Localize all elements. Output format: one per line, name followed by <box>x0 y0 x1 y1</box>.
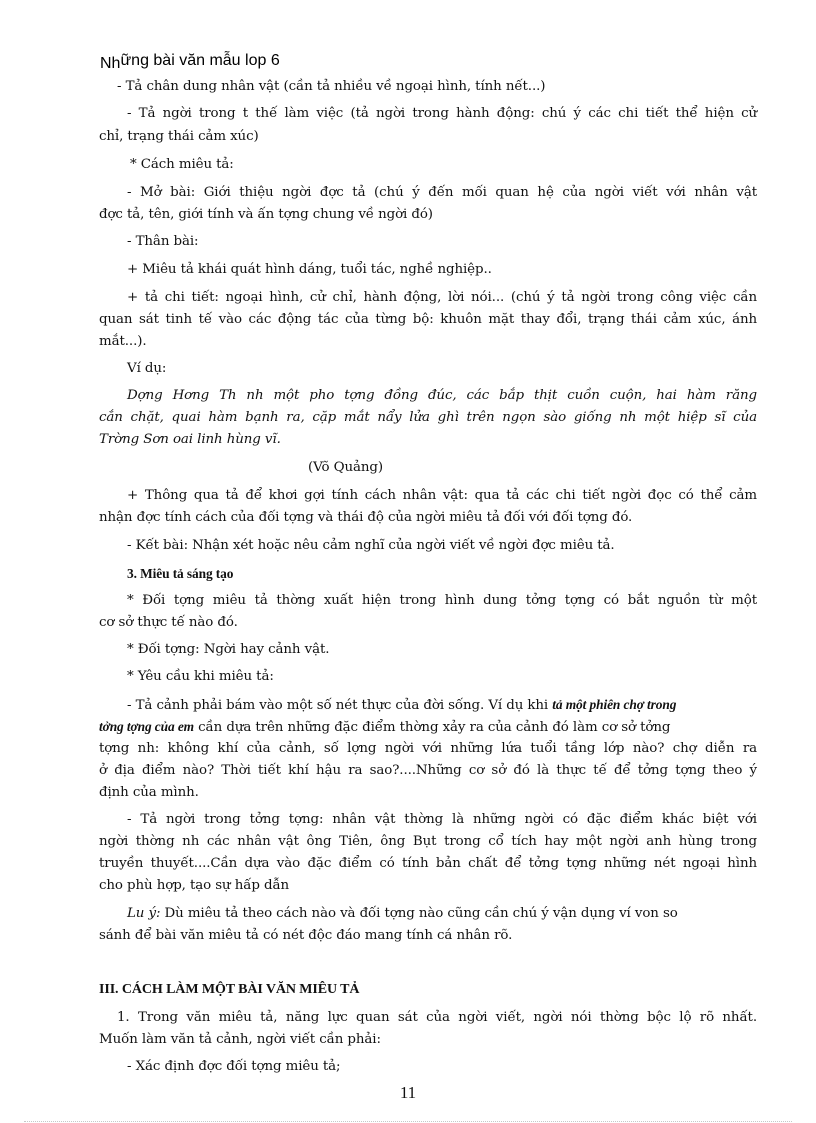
text-line: chỉ, trạng thái cảm xúc) <box>99 129 259 144</box>
example-quote-line: Trờng Sơn oai linh hùng vĩ. <box>99 432 281 447</box>
text-segment: Dù miêu tả theo cách nào và đối tợng nào cũng cần chú ý vận dụng ví von so <box>160 906 678 921</box>
text-line: + tả chi tiết: ngoại hình, cử chỉ, hành động, lời nói... (chú ý tả ngời trong công việc cần <box>127 290 757 305</box>
text-line: nhận đợc tính cách của đối tợng và thái độ của ngời miêu tả đối với đối tợng đó. <box>99 510 633 525</box>
text-line: + Thông qua tả để khơi gợi tính cách nhân vật: qua tả các chi tiết ngời đọc có thể cảm <box>127 488 757 503</box>
text-segment: cần dựa trên những đặc điểm thờng xảy ra của cảnh đó làm cơ sở tởng <box>194 720 671 735</box>
note-label: Lu ý: <box>127 906 161 921</box>
chapter-heading: III. CÁCH LÀM MỘT BÀI VĂN MIÊU TẢ <box>99 982 360 997</box>
text-line: ngời thờng nh các nhân vật ông Tiên, ông Bụt trong cổ tích hay một ngời anh hùng trong <box>99 834 757 849</box>
text-line: * Cách miêu tả: <box>130 157 234 172</box>
quote-author: (Võ Quảng) <box>308 460 383 475</box>
text-line <box>127 694 757 716</box>
text-line: - Thân bài: <box>127 234 199 249</box>
emphasis-text: tởng tợng của em <box>99 719 194 734</box>
text-line: định của mình. <box>99 785 199 800</box>
text-line <box>127 903 757 924</box>
text-line <box>99 716 757 738</box>
text-segment: - Tả cảnh phải bám vào một số nét thực của đời sống. Ví dụ khi <box>127 698 553 713</box>
section-heading: 3. Miêu tả sáng tạo <box>127 566 234 581</box>
page-bottom-divider <box>24 1121 792 1122</box>
text-line: + Miêu tả khái quát hình dáng, tuổi tác, nghề nghiệp.. <box>127 262 492 277</box>
page-number: 11 <box>399 1083 417 1102</box>
header-title-first: Nh <box>100 55 121 72</box>
text-line: tợng nh: không khí của cảnh, số lợng ngời với những lứa tuổi tầng lớp nào? chợ diễn ra <box>99 741 757 756</box>
text-line: cho phù hợp, tạo sự hấp dẫn <box>99 878 290 893</box>
page-header <box>100 52 280 70</box>
text-line: * Đối tợng: Ngời hay cảnh vật. <box>127 642 330 657</box>
text-line: mắt...). <box>99 334 147 349</box>
text-line: truyền thuyết....Cần dựa vào đặc điểm có tính bản chất để tởng tợng những nét ngoại hình <box>99 856 757 871</box>
text-line: Muốn làm văn tả cảnh, ngời viết cần phải: <box>99 1032 381 1047</box>
text-line: - Tả ngời trong t thế làm việc (tả ngời trong hành động: chú ý các chi tiết thể hiện cử <box>127 106 757 121</box>
text-line: đợc tả, tên, giới tính và ấn tợng chung về ngời đó) <box>99 207 433 222</box>
header-title-rest: ững bài văn mẫu lop 6 <box>120 52 280 69</box>
text-line: - Kết bài: Nhận xét hoặc nêu cảm nghĩ của ngời viết về ngời đợc miêu tả. <box>127 538 615 553</box>
text-line: * Đối tợng miêu tả thờng xuất hiện trong hình dung tởng tợng có bắt nguồn từ một <box>127 593 757 608</box>
text-line: - Tả chân dung nhân vật (cần tả nhiều về ngoại hình, tính nết...) <box>117 79 546 94</box>
text-line: ở địa điểm nào? Thời tiết khí hậu ra sao?....Những cơ sở đó là thực tế để tởng tợng theo ý <box>99 763 757 778</box>
emphasis-text: tả một phiên chợ trong <box>552 697 677 712</box>
example-quote-line: Dợng Hơng Th nh một pho tợng đồng đúc, các bắp thịt cuồn cuộn, hai hàm răng <box>127 388 757 403</box>
text-line: - Mở bài: Giới thiệu ngời đợc tả (chú ý đến mối quan hệ của ngời viết với nhân vật <box>127 185 757 200</box>
text-line: quan sát tinh tế vào các động tác của từng bộ: khuôn mặt thay đổi, trạng thái cảm xúc, ánh <box>99 312 757 327</box>
text-line: * Yêu cầu khi miêu tả: <box>127 669 274 684</box>
text-line: sánh để bài văn miêu tả có nét độc đáo mang tính cá nhân rõ. <box>99 928 513 943</box>
example-quote-line: cắn chặt, quai hàm bạnh ra, cặp mắt nẩy lửa ghì trên ngọn sào giống nh một hiệp sĩ của <box>99 410 757 425</box>
text-line: - Tả ngời trong tởng tợng: nhân vật thờng là những ngời có đặc điểm khác biệt với <box>127 812 757 827</box>
text-line: 1. Trong văn miêu tả, năng lực quan sát của ngời viết, ngời nói thờng bộc lộ rõ nhất. <box>117 1010 757 1025</box>
text-line: Ví dụ: <box>127 361 167 376</box>
text-line: - Xác định đợc đối tợng miêu tả; <box>127 1059 341 1074</box>
text-line: cơ sở thực tế nào đó. <box>99 615 238 630</box>
